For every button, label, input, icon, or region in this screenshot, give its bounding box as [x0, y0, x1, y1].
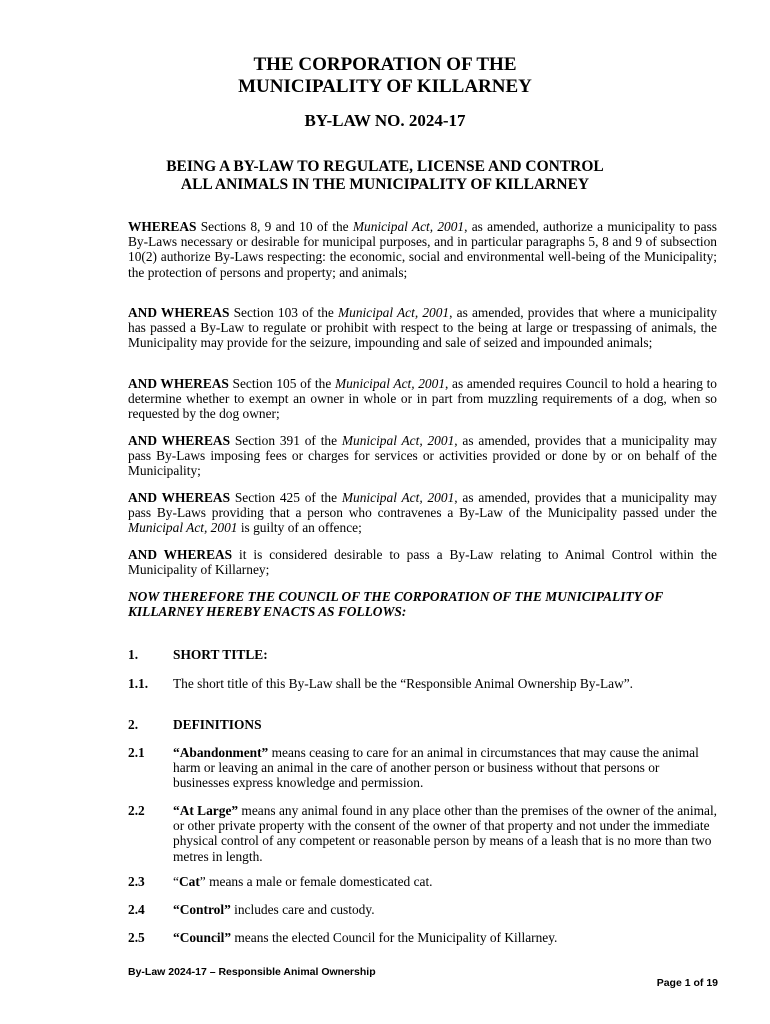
recital-text: , as amended, provides that where a municipality has passed a By-Law to regulate or prohibit with respect to the being at large or trespassing of animals, the Municipality may provide for the seizure, impounding and sale of seized and impounded animals;	[128, 305, 718, 351]
recital-text: , as amended, authorize a municipality to pass By-Laws necessary or desirable for municipal purposes, and in particular paragraphs 5, 8 and 9 of subsection 10(2) authorize By-Laws respecting: the economic, social and environmental well-being of the Municipality; the protection of persons and property; and animals;	[128, 219, 717, 280]
definition-text: includes care and custody.	[230, 902, 375, 917]
quote-open: “	[173, 874, 179, 889]
definition-text: means ceasing to care for an animal in circumstances that may cause the animal harm or leaving an animal in the care of another person or business without that persons or businesses express knowledge and permission.	[173, 745, 699, 791]
section-number: 2.	[128, 717, 139, 732]
title-line-2: MUNICIPALITY OF KILLARNEY	[238, 76, 532, 97]
enactment-clause: NOW THEREFORE THE COUNCIL OF THE CORPORATION OF THE MUNICIPALITY OF KILLARNEY HEREBY ENACTS AS FOLLOWS:	[128, 589, 663, 620]
section-number: 2.2	[128, 803, 145, 818]
act-name: Municipal Act, 2001	[338, 305, 450, 320]
recital-text: Section 105 of the	[228, 376, 335, 391]
definition-at-large	[173, 803, 718, 864]
recital-text: Section 391 of the	[230, 433, 342, 448]
recital-6	[128, 547, 717, 577]
defined-term: “Abandonment”	[173, 745, 269, 760]
recital-5	[128, 490, 717, 536]
section-number: 2.5	[128, 930, 145, 945]
recital-text: Section 425 of the	[230, 490, 342, 505]
section-text: The short title of this By-Law shall be the “Responsible Animal Ownership By-Law”.	[173, 676, 634, 691]
recital-text: , as amended, provides that a municipality may pass By-Laws providing that a person who contravenes a By-Law of the Municipality passed under the	[128, 490, 717, 521]
recital-text: is guilty of an offence;	[237, 520, 362, 536]
recital-lead: AND WHEREAS	[128, 376, 229, 391]
subtitle-line-2: ALL ANIMALS IN THE MUNICIPALITY OF KILLARNEY	[180, 176, 590, 193]
recital-1	[128, 219, 717, 280]
section-heading: DEFINITIONS	[173, 717, 262, 732]
section-number: 1.1.	[128, 676, 149, 691]
defined-term: “Council”	[173, 930, 232, 945]
definition-council	[173, 930, 718, 945]
recital-text: Sections 8, 9 and 10 of the	[196, 219, 353, 234]
page-number: Page 1 of 19	[656, 977, 718, 989]
act-name: Municipal Act, 2001	[352, 219, 465, 234]
recital-lead: AND WHEREAS	[128, 305, 230, 320]
definition-cat	[173, 874, 718, 889]
recital-3	[128, 376, 717, 422]
section-number: 2.1	[128, 745, 145, 760]
defined-term: “Control”	[173, 902, 231, 917]
recital-text: , as amended requires Council to hold a hearing to determine whether to exempt an owner in whole or in part from muzzling requirements of a dog, when so requested by the dog owner;	[128, 376, 717, 422]
definition-abandonment	[173, 745, 718, 791]
act-name: Municipal Act, 2001	[128, 520, 238, 536]
subtitle-line-1: BEING A BY-LAW TO REGULATE, LICENSE AND CONTROL	[166, 158, 604, 175]
section-number: 2.3	[128, 874, 145, 889]
definition-text: means the elected Council for the Municipality of Killarney.	[231, 930, 558, 945]
recital-4	[128, 433, 717, 479]
defined-term: Cat	[178, 874, 200, 889]
recital-text: it is considered desirable to pass a By-Law relating to Animal Control within the Municipality of Killarney;	[128, 547, 717, 578]
section-number: 2.4	[128, 902, 145, 917]
act-name: Municipal Act, 2001	[341, 490, 455, 505]
footer-title: By-Law 2024-17 – Responsible Animal Ownership	[128, 966, 376, 978]
recital-lead: AND WHEREAS	[128, 433, 231, 448]
quote-close: ”	[199, 874, 206, 889]
definition-text: means a male or female domesticated cat.	[205, 874, 433, 889]
section-number: 1.	[128, 647, 139, 662]
recital-text: Section 103 of the	[229, 305, 339, 320]
recital-text: , as amended, provides that a municipality may pass By-Laws imposing fees or charges for services or activities provided or done by or on behalf of the Municipality;	[128, 433, 717, 479]
act-name: Municipal Act, 2001	[341, 433, 455, 448]
title-line-1: THE CORPORATION OF THE	[253, 54, 517, 75]
recital-lead: WHEREAS	[128, 219, 197, 234]
recital-lead: AND WHEREAS	[128, 490, 231, 505]
definition-control	[173, 902, 718, 917]
defined-term: “At Large”	[173, 803, 239, 818]
section-heading: SHORT TITLE:	[173, 647, 268, 662]
recital-lead: AND WHEREAS	[128, 547, 233, 562]
bylaw-number: BY-LAW NO. 2024-17	[304, 111, 466, 130]
recital-2	[128, 305, 717, 351]
definition-text: means any animal found in any place other than the premises of the owner of the animal, or other private property with the consent of the owner of that property and not under the immediate physical control of any competent or reasonable person by means of a leash that is no more than two metres in length.	[173, 803, 718, 864]
act-name: Municipal Act, 2001	[334, 376, 446, 391]
